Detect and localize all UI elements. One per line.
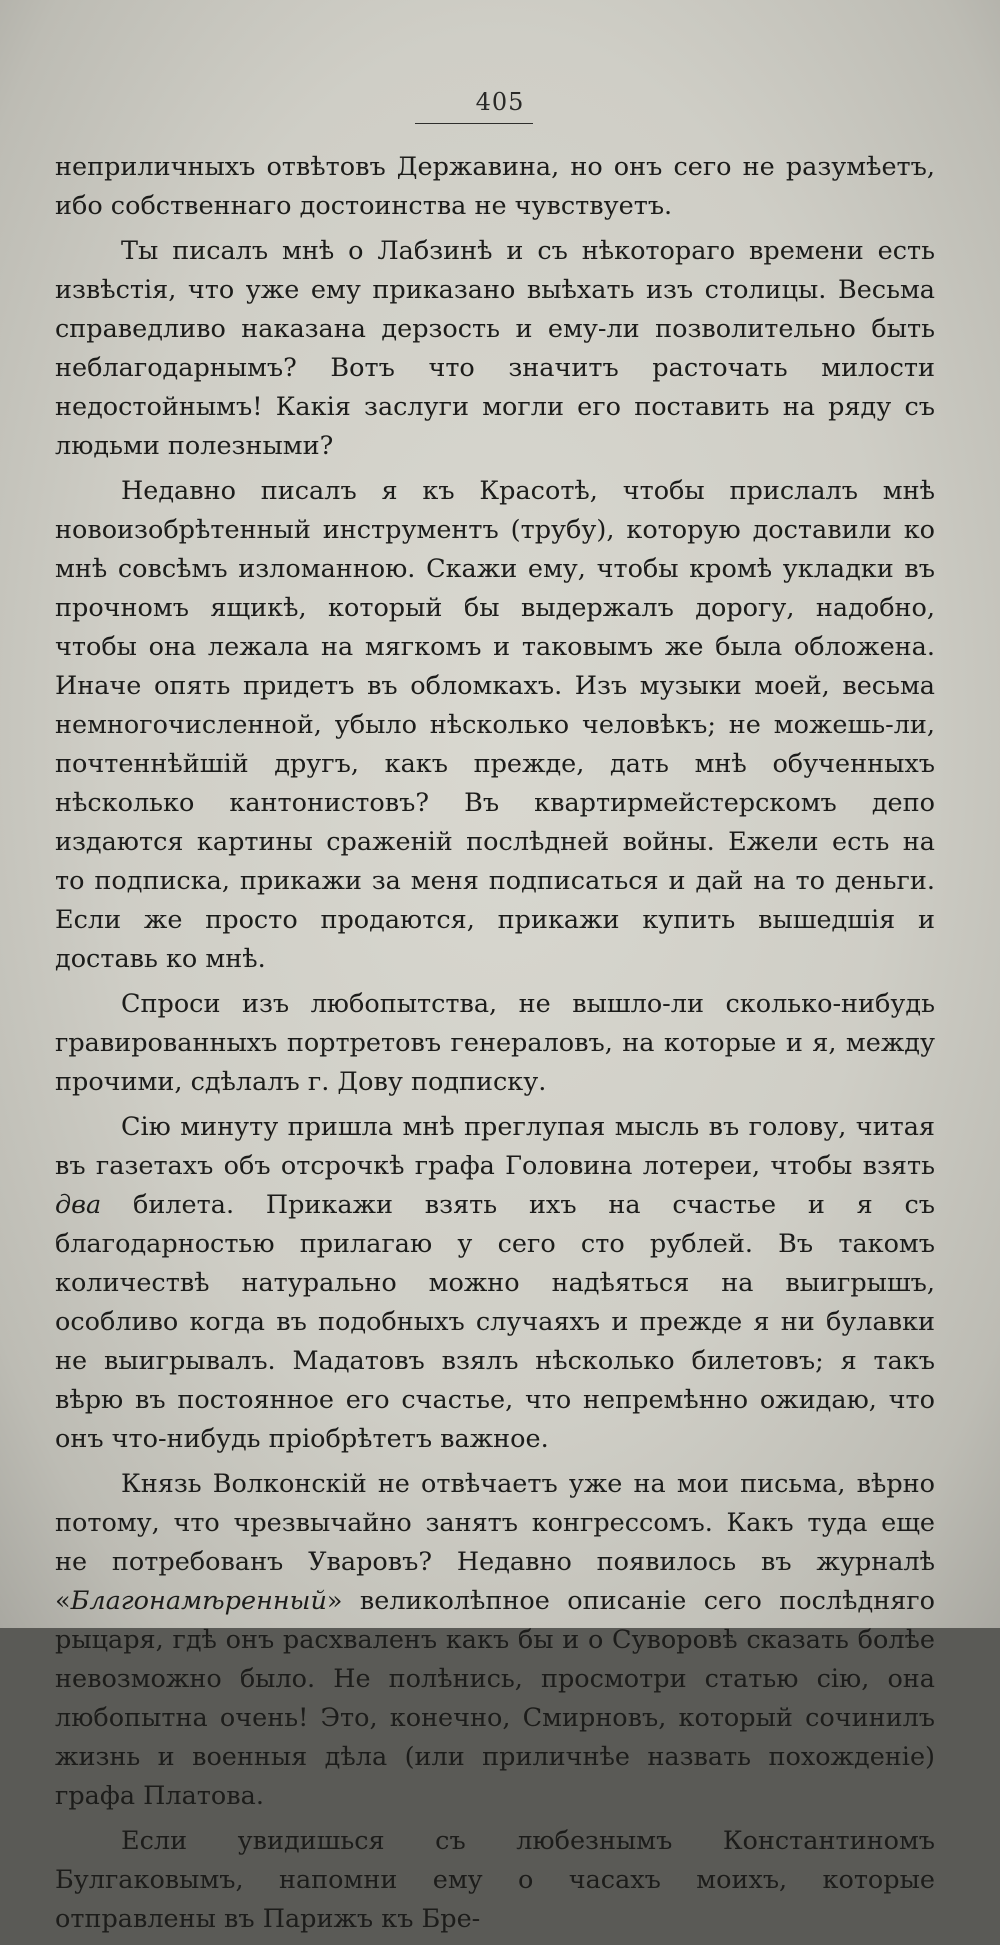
paragraph-6-text-b: » великолѣпное описаніе сего послѣдняго рыцаря, гдѣ онъ расхваленъ какъ бы и о Суворовѣ сказать болѣе невозможно было. Не полѣнись, просмотри статью сію, она любопытна очень! Это, конечно, Смирновъ, который сочинилъ жизнь и военныя дѣла (или приличнѣе назвать похожденіе) графа Платова. — [55, 1586, 935, 1811]
paragraph-2 — [55, 232, 935, 466]
page-number: 405 — [475, 88, 525, 116]
paragraph-7 — [55, 1822, 935, 1939]
paragraph-4 — [55, 985, 935, 1102]
paragraph-3-text: Недавно писалъ я къ Красотѣ, чтобы прислалъ мнѣ новоизобрѣтенный инструментъ (трубу), которую доставили ко мнѣ совсѣмъ изломанною. Скажи ему, чтобы кромѣ укладки въ прочномъ ящикѣ, который бы выдержалъ дорогу, надобно, чтобы она лежала на мягкомъ и таковымъ же была обложена. Иначе опять придетъ въ обломкахъ. Изъ музыки моей, весьма немногочисленной, убыло нѣсколько человѣкъ; не можешь-ли, почтеннѣйшій другъ, какъ прежде, дать мнѣ обученныхъ нѣсколько кантонистовъ? Въ квартирмейстерскомъ депо издаются картины сраженій послѣдней войны. Ежели есть на то подписка, прикажи за меня подписаться и дай на то деньги. Если же просто продаются, прикажи купить вышедшія и доставь ко мнѣ. — [55, 476, 935, 974]
paragraph-3 — [55, 472, 935, 979]
paragraph-5-text-b: билета. Прикажи взять ихъ на счастье и я съ благодарностью прилагаю у сего сто рублей. Въ такомъ количествѣ натурально можно надѣяться на выигрышъ, особливо когда въ подобныхъ случаяхъ и прежде я ни булавки не выигрывалъ. Мадатовъ взялъ нѣсколько билетовъ; я такъ вѣрю въ постоянное его счастье, что непремѣнно ожидаю, что онъ что-нибудь пріобрѣтетъ важное. — [55, 1190, 935, 1454]
paragraph-6 — [55, 1465, 935, 1816]
paragraph-2-text: Ты писалъ мнѣ о Лабзинѣ и съ нѣкотораго времени есть извѣстія, что уже ему приказано выѣхать изъ столицы. Весьма справедливо наказана дерзость и ему-ли позволительно быть неблагодарнымъ? Вотъ что значитъ расточать милости недостойнымъ! Какія заслуги могли его поставить на ряду съ людьми полезными? — [55, 236, 935, 461]
paragraph-5 — [55, 1108, 935, 1459]
header-rule — [415, 123, 533, 124]
paragraph-6-journal-title: Благонамѣренный — [70, 1586, 327, 1616]
paragraph-5-text-a: Сію минуту пришла мнѣ преглупая мысль въ голову, читая въ газетахъ объ отсрочкѣ графа Головина лотереи, чтобы взять — [55, 1112, 935, 1181]
paragraph-6-text-a: Князь Волконскій не отвѣчаетъ уже на мои письма, вѣрно потому, что чрезвычайно занятъ конгрессомъ. Какъ туда еще не потребованъ Уваровъ? Недавно появилось въ журналѣ « — [55, 1469, 935, 1616]
paragraph-1-text: неприличныхъ отвѣтовъ Державина, но онъ сего не разумѣетъ, ибо собственнаго достоинства не чувствуетъ. — [55, 152, 935, 221]
paragraph-5-italic-word: два — [55, 1190, 102, 1220]
paragraph-7-text: Если увидишься съ любезнымъ Константиномъ Булгаковымъ, напомни ему о часахъ моихъ, которые отправлены въ Парижъ къ Бре- — [55, 1826, 935, 1934]
paragraph-1 — [55, 148, 935, 226]
paragraph-4-text: Спроси изъ любопытства, не вышло-ли сколько-нибудь гравированныхъ портретовъ генераловъ, на которые и я, между прочими, сдѣлалъ г. Дову подписку. — [55, 989, 935, 1097]
body-text — [55, 148, 935, 1945]
